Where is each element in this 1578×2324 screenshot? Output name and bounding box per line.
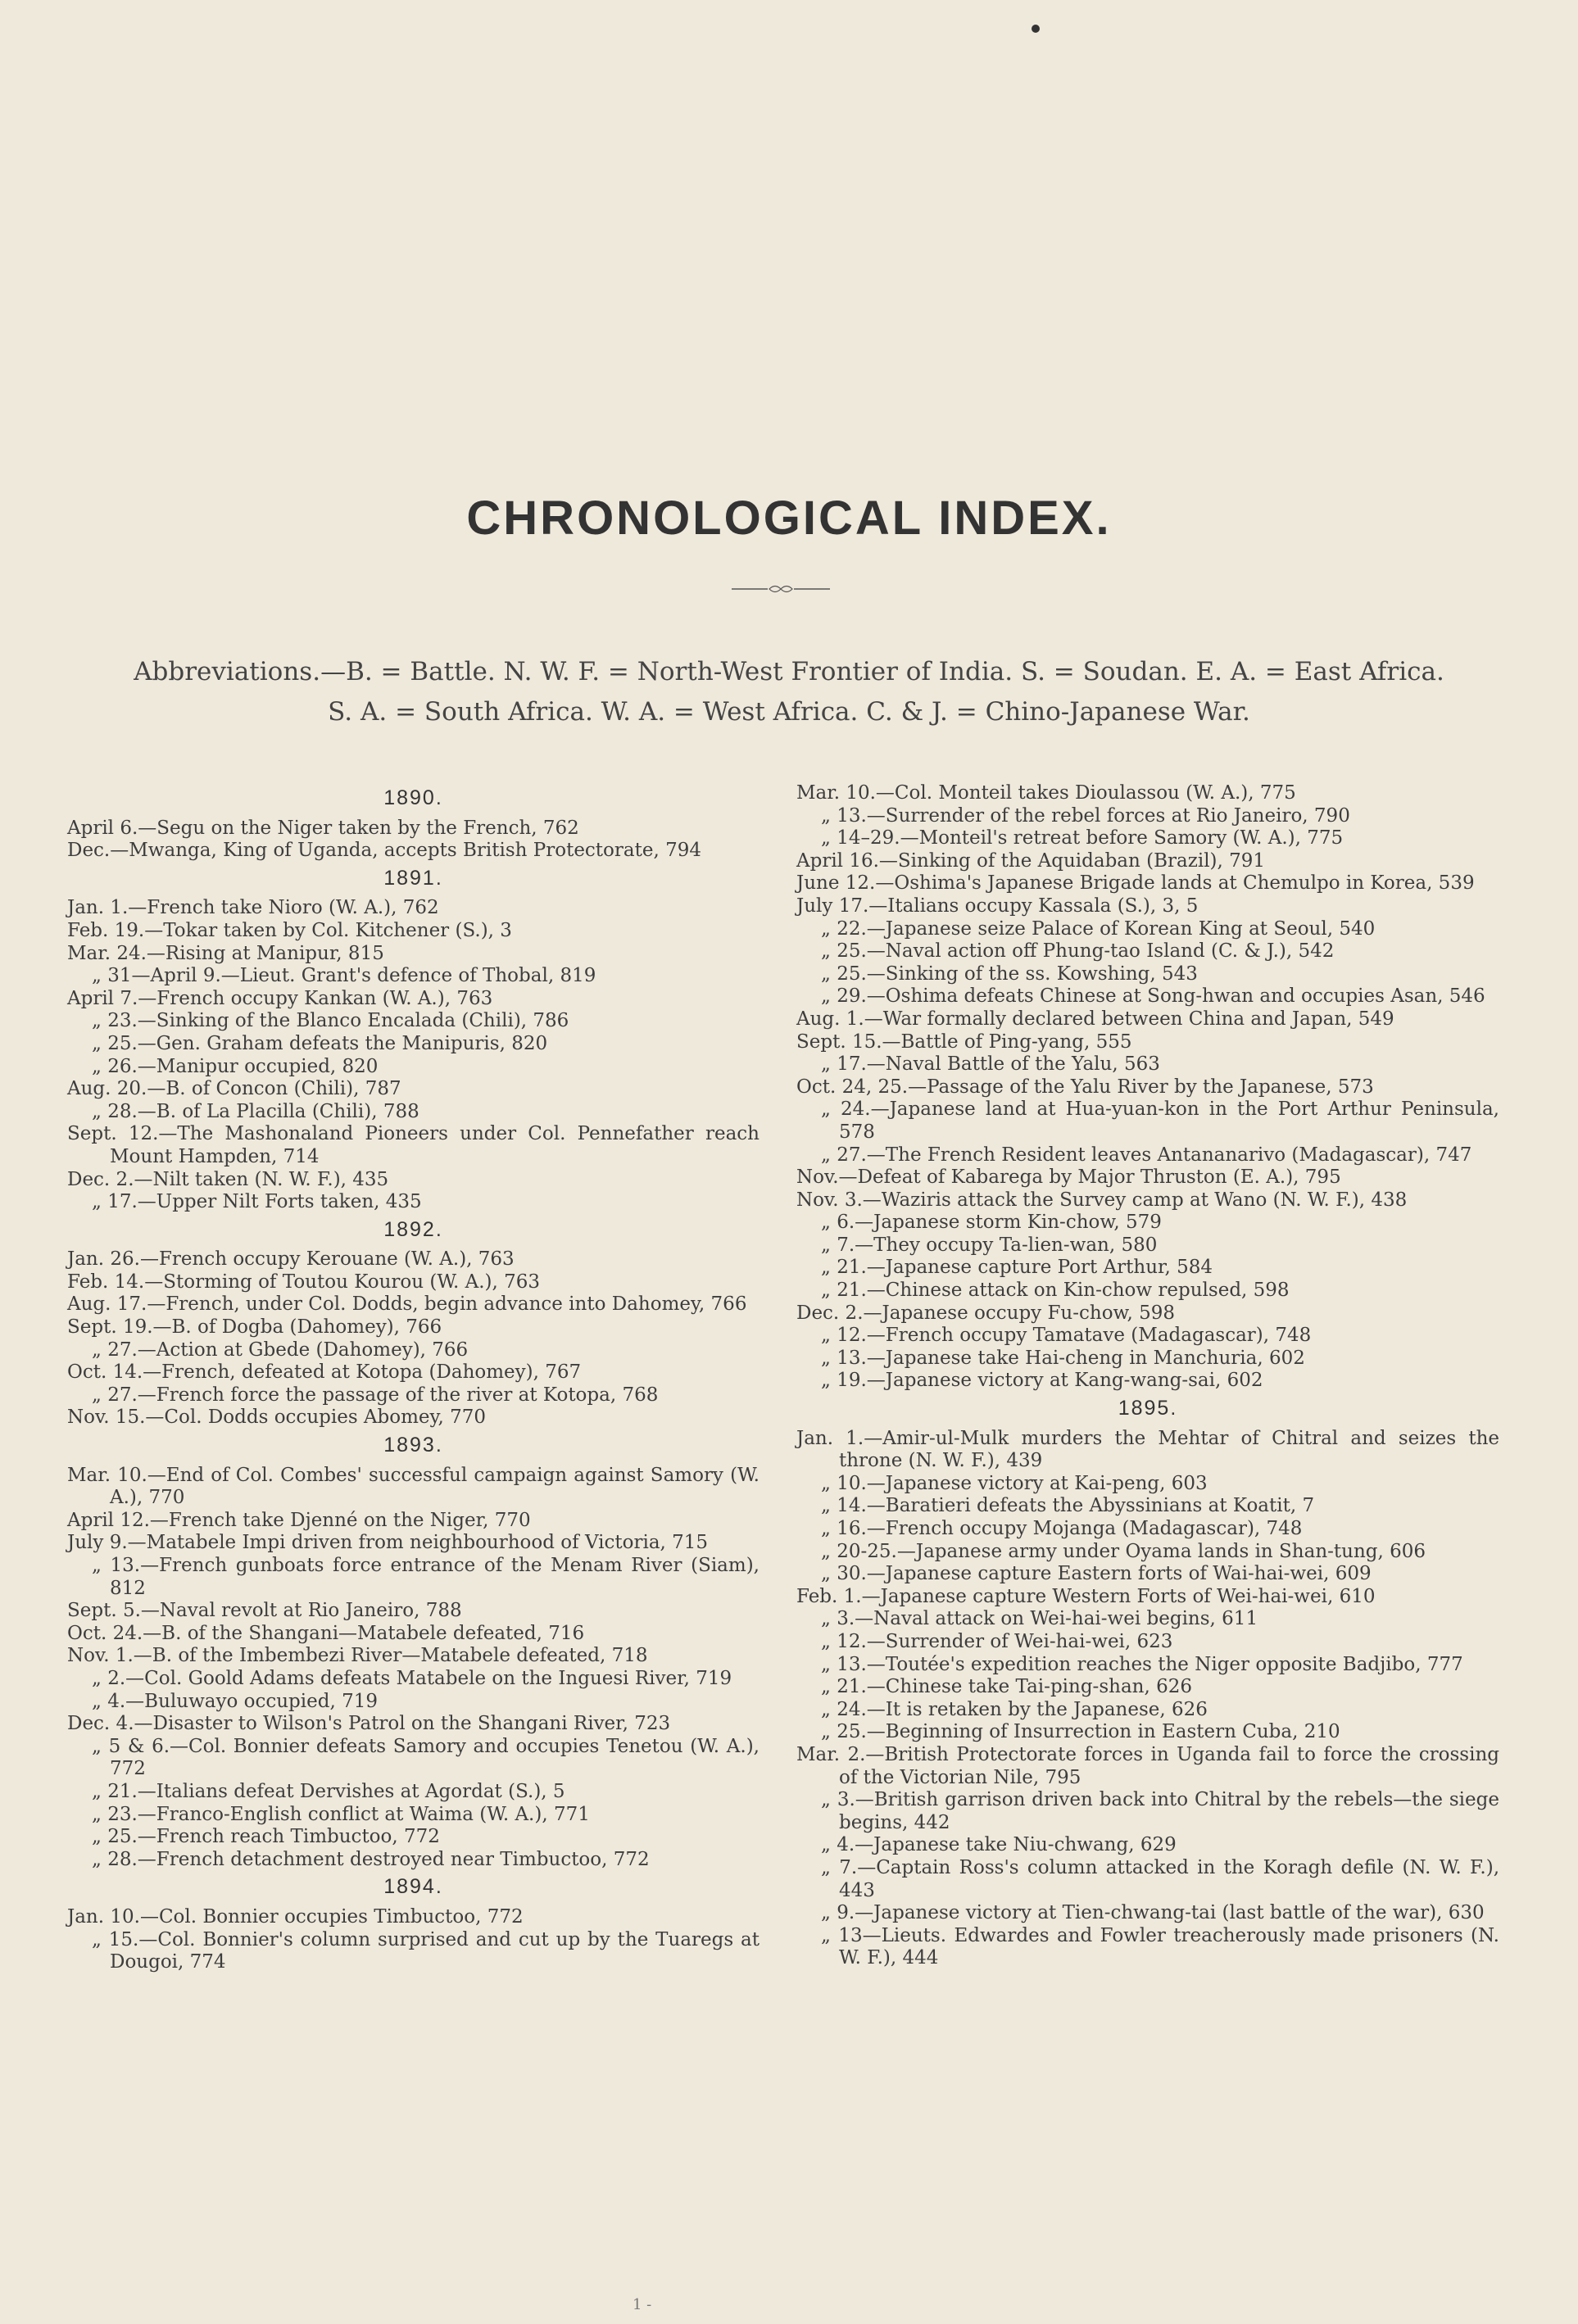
index-entry: Jan. 1.—Amir-ul-Mulk murders the Mehtar of Chitral and seizes the throne (N. W. F.), 439: [796, 1427, 1499, 1472]
index-entry: „ 2.—Col. Goold Adams defeats Matabele on the Inguesi River, 719: [67, 1668, 760, 1691]
index-entry: „ 3.—Naval attack on Wei-hai-wei begins, 611: [796, 1608, 1499, 1631]
index-entry: „ 13.—Toutée's expedition reaches the Niger opposite Badjibo, 777: [796, 1654, 1499, 1677]
index-entry: „ 25.—French reach Timbuctoo, 772: [67, 1826, 760, 1849]
index-entry: April 6.—Segu on the Niger taken by the French, 762: [67, 817, 579, 839]
index-entry: „ 7.—Captain Ross's column attacked in the Koragh defile (N. W. F.), 443: [796, 1857, 1499, 1902]
index-entry: Feb. 1.—Japanese capture Western Forts of Wei-hai-wei, 610: [796, 1585, 1376, 1607]
index-entry: „ 25.—Beginning of Insurrection in Eastern Cuba, 210: [796, 1721, 1499, 1744]
index-entry: „ 14.—Baratieri defeats the Abyssinians at Koatit, 7: [796, 1495, 1499, 1518]
index-entry: Jan. 26.—French occupy Kerouane (W. A.), 763: [67, 1248, 515, 1271]
index-entry: „ 21.—Chinese attack on Kin-chow repulsed, 598: [796, 1280, 1499, 1302]
index-entry: Aug. 1.—War formally declared between China and Japan, 549: [796, 1008, 1394, 1030]
index-entry: „ 9.—Japanese victory at Tien-chwang-tai (last battle of the war), 630: [796, 1902, 1499, 1925]
index-entry: Sept. 5.—Naval revolt at Rio Janeiro, 788: [67, 1600, 462, 1622]
index-entry: „ 17.—Upper Nilt Forts taken, 435: [67, 1191, 760, 1214]
index-entry: April 12.—French take Djenné on the Niger, 770: [67, 1509, 531, 1531]
title-ornament: [732, 582, 830, 596]
index-entry: Jan. 10.—Col. Bonnier occupies Timbuctoo, 772: [67, 1905, 524, 1928]
left-column: [67, 782, 760, 1974]
index-entry: „ 13—Lieuts. Edwardes and Fowler treacherously made prisoners (N. W. F.), 444: [796, 1925, 1499, 1970]
index-entry: Aug. 17.—French, under Col. Dodds, begin advance into Dahomey, 766: [67, 1293, 747, 1316]
index-entry: „ 28.—French detachment destroyed near Timbuctoo, 772: [67, 1849, 760, 1872]
index-entry: „ 4.—Japanese take Niu-chwang, 629: [796, 1834, 1499, 1857]
index-entry: Sept. 19.—B. of Dogba (Dahomey), 766: [67, 1316, 442, 1339]
index-entry: „ 25.—Naval action off Phung-tao Island (C. & J.), 542: [796, 940, 1499, 963]
index-entry: „ 19.—Japanese victory at Kang-wang-sai, 602: [796, 1370, 1499, 1393]
index-entry: „ 29.—Oshima defeats Chinese at Song-hwan and occupies Asan, 546: [796, 985, 1499, 1008]
index-entry: Oct. 24, 25.—Passage of the Yalu River by the Japanese, 573: [796, 1076, 1374, 1098]
index-entry: April 7.—French occupy Kankan (W. A.), 763: [67, 987, 493, 1009]
index-entry: „ 17.—Naval Battle of the Yalu, 563: [796, 1053, 1499, 1076]
index-entry: „ 13.—Japanese take Hai-cheng in Manchuria, 602: [796, 1348, 1499, 1370]
index-entry: „ 27.—French force the passage of the river at Kotopa, 768: [67, 1384, 760, 1407]
index-entry: Mar. 24.—Rising at Manipur, 815: [67, 942, 384, 964]
index-entry: Dec. 2.—Japanese occupy Fu-chow, 598: [796, 1302, 1176, 1324]
index-entry: Nov. 3.—Waziris attack the Survey camp at Wano (N. W. F.), 438: [796, 1189, 1408, 1211]
index-entry: „ 12.—French occupy Tamatave (Madagascar), 748: [796, 1325, 1499, 1348]
index-entry: Mar. 2.—British Protectorate forces in Uganda fail to force the crossing of the Victorian Nile, 795: [796, 1743, 1499, 1788]
index-entry: July 17.—Italians occupy Kassala (S.), 3, 5: [796, 895, 1199, 917]
index-entry: „ 15.—Col. Bonnier's column surprised and cut up by the Tuaregs at Dougoi, 774: [67, 1929, 760, 1974]
index-entry: Nov.—Defeat of Kabarega by Major Thruston (E. A.), 795: [796, 1167, 1341, 1189]
index-entry: „ 27.—The French Resident leaves Antananarivo (Madagascar), 747: [796, 1144, 1499, 1167]
index-entry: „ 14–29.—Monteil's retreat before Samory (W. A.), 775: [796, 827, 1499, 850]
index-entry: „ 28.—B. of La Placilla (Chili), 788: [67, 1101, 760, 1124]
index-entry: Sept. 12.—The Mashonaland Pioneers under Col. Pennefather reach Mount Hampden, 714: [67, 1123, 760, 1167]
index-entry: „ 30.—Japanese capture Eastern forts of Wai-hai-wei, 609: [796, 1563, 1499, 1586]
year-heading: 1894.: [383, 1875, 443, 1899]
index-entry: „ 10.—Japanese victory at Kai-peng, 603: [796, 1473, 1499, 1496]
index-entry: „ 25.—Sinking of the ss. Kowshing, 543: [796, 963, 1499, 986]
abbreviations-line-1: Abbreviations.—B. = Battle. N. W. F. = North-West Frontier of India. S. = Soudan. E. A. = East Africa.: [134, 657, 1444, 686]
index-entry: „ 13.—Surrender of the rebel forces at Rio Janeiro, 790: [796, 805, 1499, 828]
index-entry: „ 6.—Japanese storm Kin-chow, 579: [796, 1212, 1499, 1234]
index-entry: Nov. 1.—B. of the Imbembezi River—Matabele defeated, 718: [67, 1645, 648, 1667]
page-title: CHRONOLOGICAL INDEX.: [466, 491, 1112, 545]
index-entry: „ 23.—Franco-English conflict at Waima (W. A.), 771: [67, 1804, 760, 1827]
index-entry: „ 21.—Chinese take Tai-ping-shan, 626: [796, 1676, 1499, 1699]
abbreviations-line-2: S. A. = South Africa. W. A. = West Africa. C. & J. = Chino-Japanese War.: [328, 697, 1250, 727]
index-entry: „ 7.—They occupy Ta-lien-wan, 580: [796, 1234, 1499, 1257]
index-entry: Oct. 14.—French, defeated at Kotopa (Dahomey), 767: [67, 1361, 582, 1384]
index-entry: „ 4.—Buluwayo occupied, 719: [67, 1691, 760, 1714]
index-entry: Jan. 1.—French take Nioro (W. A.), 762: [67, 897, 439, 919]
index-entry: „ 12.—Surrender of Wei-hai-wei, 623: [796, 1631, 1499, 1654]
year-heading: 1895.: [1118, 1397, 1178, 1420]
index-entry: „ 23.—Sinking of the Blanco Encalada (Chili), 786: [67, 1010, 760, 1033]
index-entry: Mar. 10.—End of Col. Combes' successful campaign against Samory (W. A.), 770: [67, 1464, 760, 1509]
index-entry: Dec. 4.—Disaster to Wilson's Patrol on the Shangani River, 723: [67, 1713, 671, 1735]
index-entry: „ 20-25.—Japanese army under Oyama lands in Shan-tung, 606: [796, 1541, 1499, 1564]
index-entry: Nov. 15.—Col. Dodds occupies Abomey, 770: [67, 1407, 486, 1429]
year-heading: 1892.: [383, 1217, 443, 1241]
index-entry: „ 5 & 6.—Col. Bonnier defeats Samory and occupies Tenetou (W. A.), 772: [67, 1736, 760, 1781]
index-entry: „ 21.—Italians defeat Dervishes at Agordat (S.), 5: [67, 1781, 760, 1804]
index-entry: June 12.—Oshima's Japanese Brigade lands at Chemulpo in Korea, 539: [796, 872, 1475, 895]
index-entry: Dec.—Mwanga, King of Uganda, accepts British Protectorate, 794: [67, 840, 701, 862]
index-entry: „ 22.—Japanese seize Palace of Korean King at Seoul, 540: [796, 918, 1499, 941]
index-entry: „ 24.—Japanese land at Hua-yuan-kon in the Port Arthur Peninsula, 578: [796, 1099, 1499, 1144]
index-entry: Sept. 15.—Battle of Ping-yang, 555: [796, 1031, 1132, 1053]
index-entry: „ 13.—French gunboats force entrance of the Menam River (Siam), 812: [67, 1555, 760, 1600]
index-entry: „ 26.—Manipur occupied, 820: [67, 1056, 760, 1079]
index-entry: Aug. 20.—B. of Concon (Chili), 787: [67, 1078, 401, 1100]
index-entry: Dec. 2.—Nilt taken (N. W. F.), 435: [67, 1168, 389, 1190]
year-heading: 1890.: [383, 786, 443, 809]
index-entry: „ 31—April 9.—Lieut. Grant's defence of Thobal, 819: [67, 965, 760, 988]
index-entry: Oct. 24.—B. of the Shangani—Matabele defeated, 716: [67, 1622, 585, 1644]
index-entry: Feb. 14.—Storming of Toutou Kourou (W. A.), 763: [67, 1271, 541, 1293]
index-entry: „ 27.—Action at Gbede (Dahomey), 766: [67, 1339, 760, 1362]
ink-dot: [1032, 25, 1040, 33]
index-entry: „ 3.—British garrison driven back into Chitral by the rebels—the siege begins, 442: [796, 1789, 1499, 1834]
right-column: [796, 782, 1499, 1970]
year-heading: 1891.: [383, 866, 443, 890]
index-entry: Feb. 19.—Tokar taken by Col. Kitchener (S.), 3: [67, 919, 512, 941]
index-entry: July 9.—Matabele Impi driven from neighbourhood of Victoria, 715: [67, 1532, 709, 1554]
index-entry: „ 25.—Gen. Graham defeats the Manipuris, 820: [67, 1033, 760, 1056]
footer-mark: 1 -: [633, 2296, 652, 2313]
index-entry: April 16.—Sinking of the Aquidaban (Brazil), 791: [796, 849, 1266, 872]
index-entry: „ 21.—Japanese capture Port Arthur, 584: [796, 1257, 1499, 1280]
index-entry: Mar. 10.—Col. Monteil takes Dioulassou (W. A.), 775: [796, 782, 1296, 804]
index-entry: „ 24.—It is retaken by the Japanese, 626: [796, 1699, 1499, 1722]
index-entry: „ 16.—French occupy Mojanga (Madagascar), 748: [796, 1518, 1499, 1541]
year-heading: 1893.: [383, 1434, 443, 1457]
